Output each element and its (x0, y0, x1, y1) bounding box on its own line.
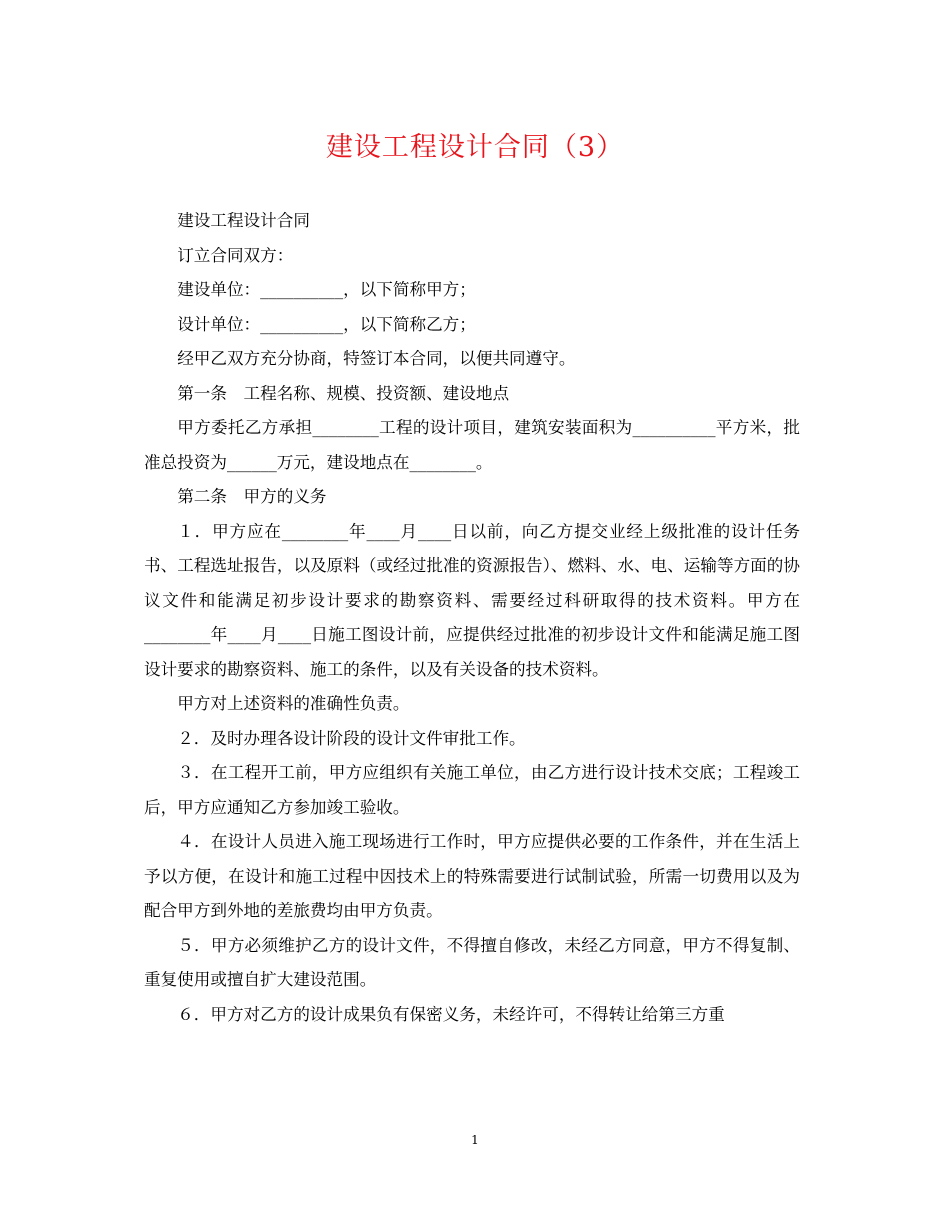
document-body (144, 204, 800, 1032)
paragraph: 建设单位：__________，以下简称甲方； (177, 280, 476, 299)
paragraph: 设计单位：__________，以下简称乙方； (177, 314, 476, 334)
paragraph: １．甲方应在________年____月____日以前，向乙方提交业经上级批准的设计任务书、工程选址报告，以及原料（或经过批准的资源报告）、燃料、水、电、运输等方面的协议文件和能满足初步设计要求的勘察资料、需要经过科研取得的技术资料。甲方在________年____月____日施工图设计前，应提供经过批准的初步设计文件和能满足施工图设计要求的勘察资料、施工的条件，以及有关设备的技术资料。 (144, 521, 800, 679)
page-number: 1 (471, 1133, 479, 1147)
paragraph: 甲方对上述资料的准确性负责。 (177, 694, 410, 713)
paragraph: 第一条 工程名称、规模、投资额、建设地点 (177, 383, 510, 403)
paragraph: 经甲乙双方充分协商，特签订本合同，以便共同遵守。 (177, 349, 576, 368)
paragraph: ６．甲方对乙方的设计成果负有保密义务，未经许可，不得转让给第三方重 (177, 1004, 725, 1024)
paragraph: ５．甲方必须维护乙方的设计文件，不得擅自修改，未经乙方同意，甲方不得复制、重复使用或擅自扩大建设范围。 (144, 935, 800, 989)
paragraph: ２．及时办理各设计阶段的设计文件审批工作。 (177, 728, 526, 748)
paragraph: 甲方委托乙方承担________工程的设计项目，建筑安装面积为__________平方米，批准总投资为______万元，建设地点在________。 (144, 418, 800, 472)
paragraph: 订立合同双方： (177, 245, 294, 265)
paragraph: ４．在设计人员进入施工现场进行工作时，甲方应提供必要的工作条件，并在生活上予以方便，在设计和施工过程中因技术上的特殊需要进行试制试验，所需一切费用以及为配合甲方到外地的差旅费均由甲方负责。 (144, 832, 800, 920)
paragraph: 第二条 甲方的义务 (177, 487, 327, 506)
document-title: 建设工程设计合同（3） (325, 132, 625, 163)
paragraph: 建设工程设计合同 (177, 211, 310, 230)
paragraph: ３．在工程开工前，甲方应组织有关施工单位，由乙方进行设计技术交底；工程竣工后，甲方应通知乙方参加竣工验收。 (144, 763, 800, 817)
